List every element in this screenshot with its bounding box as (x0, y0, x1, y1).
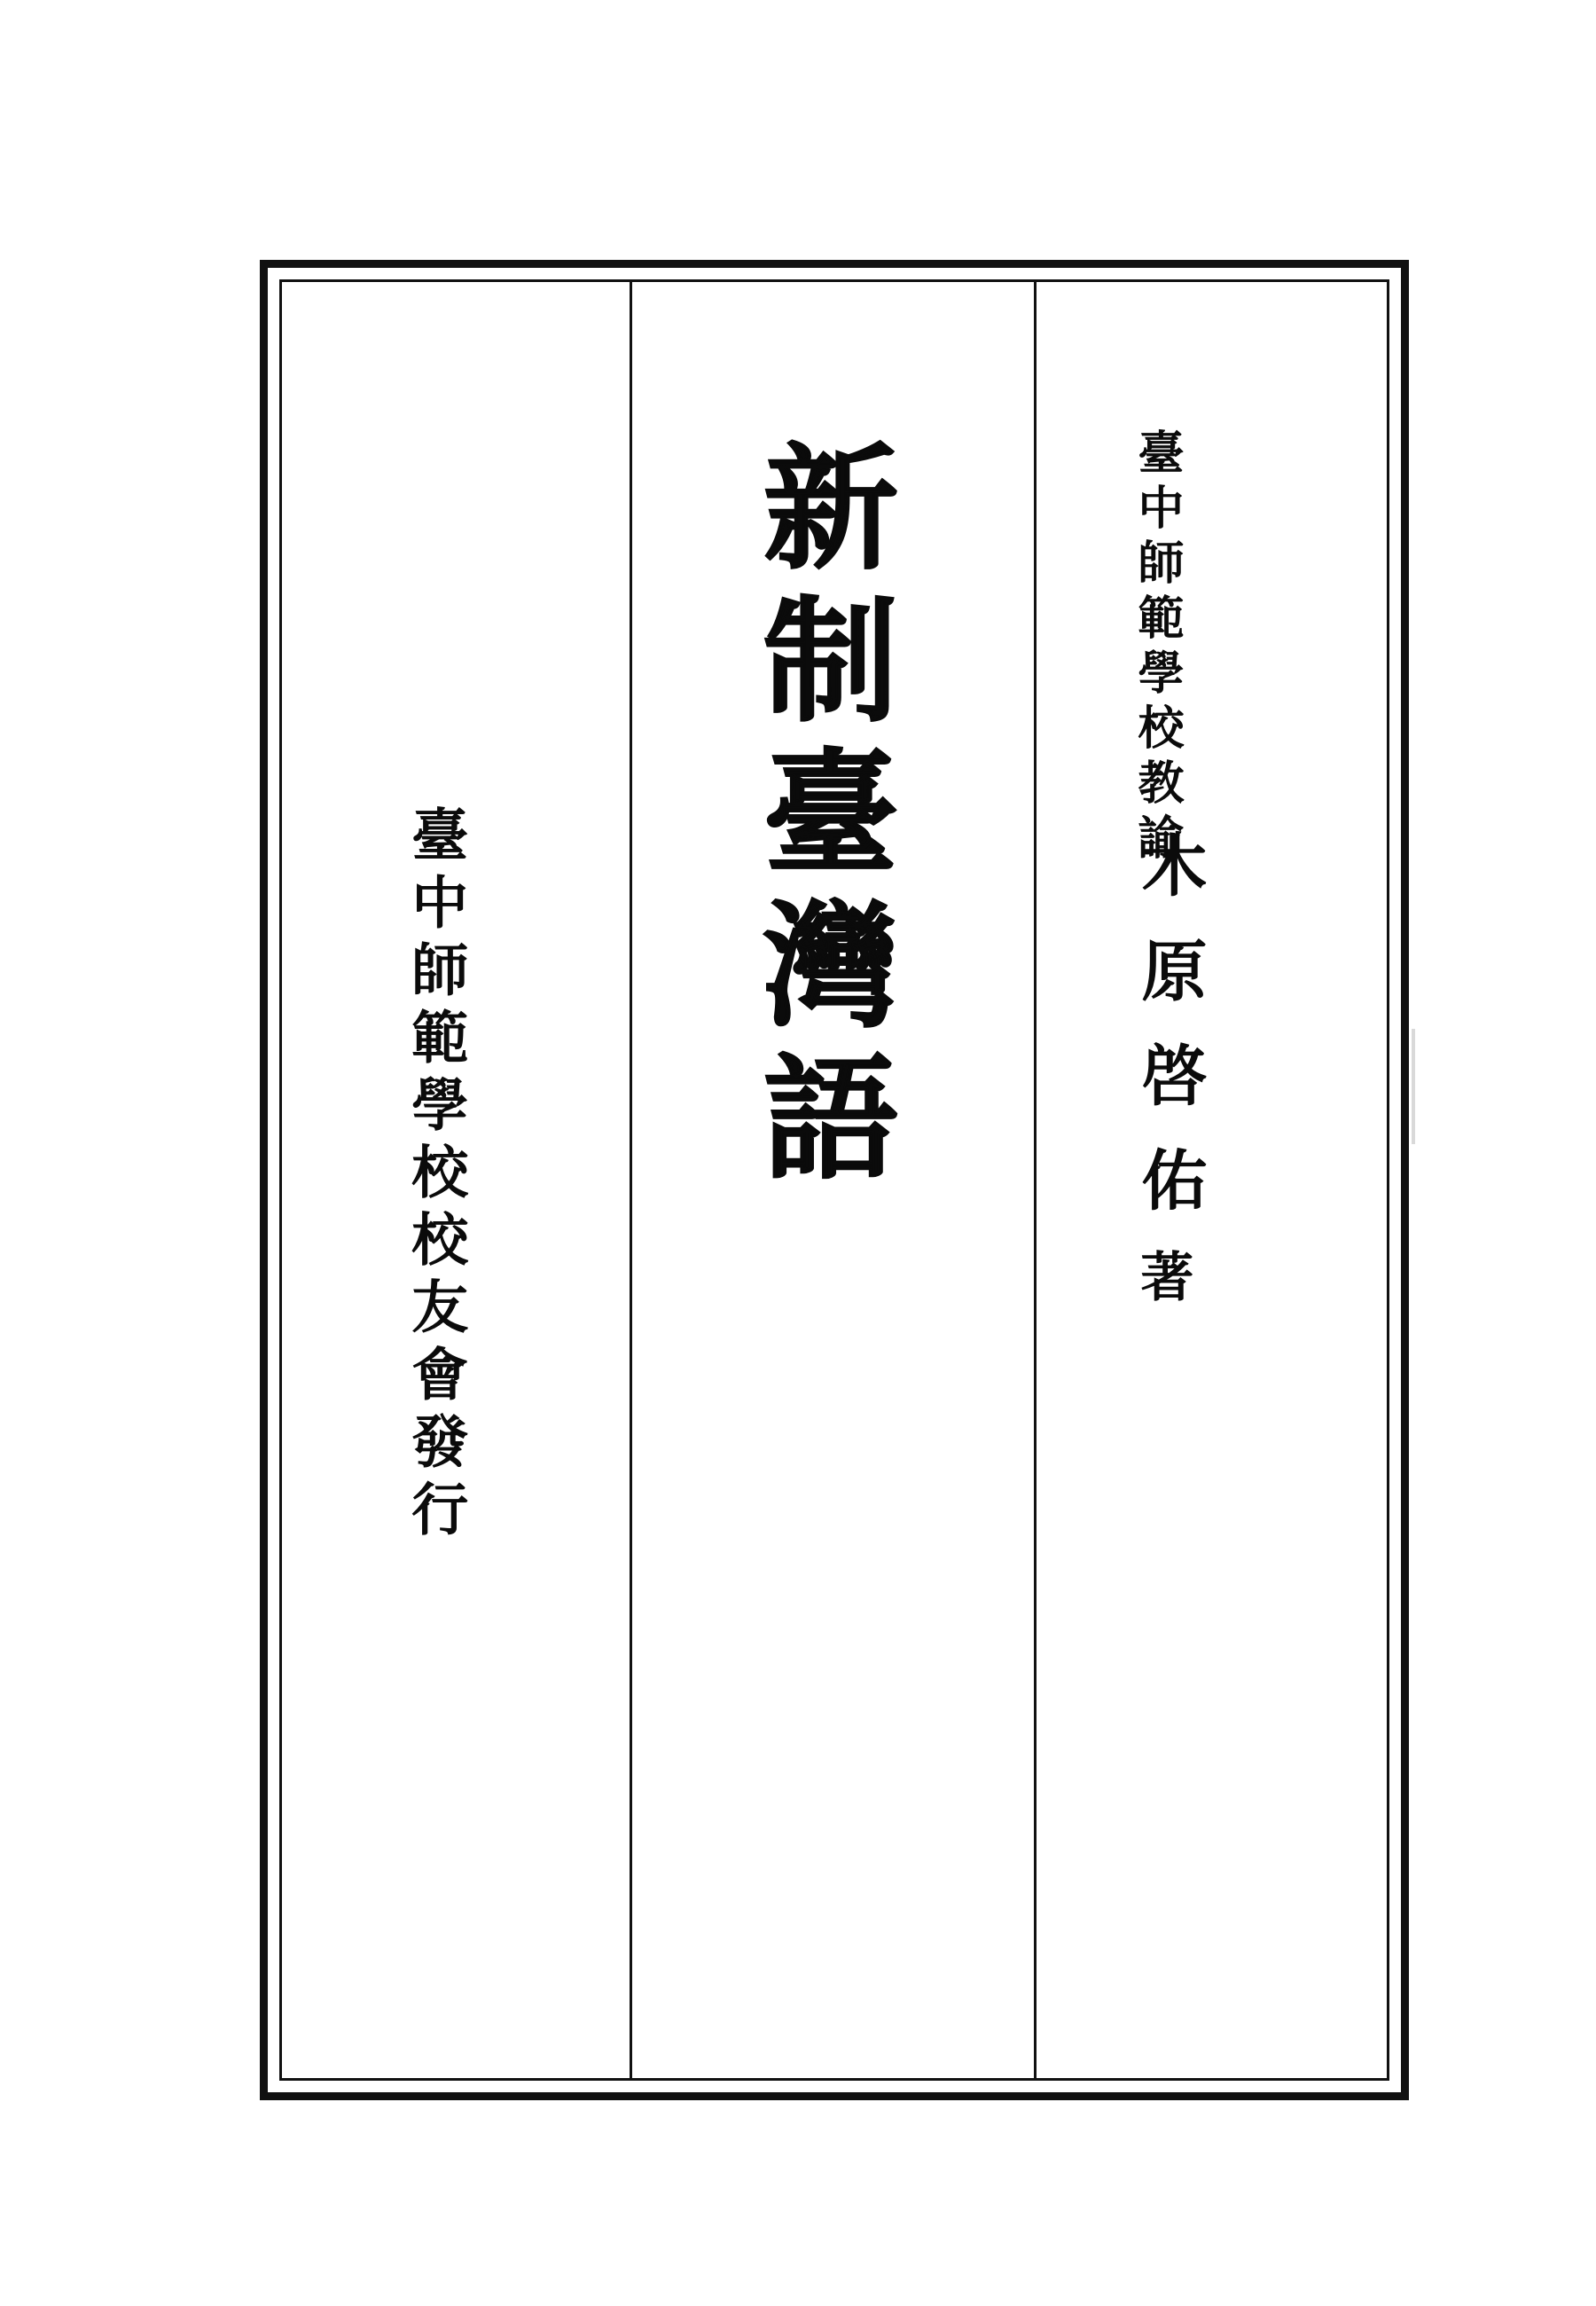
scan-edge-artifact (1412, 1029, 1415, 1144)
publisher-line: 臺中師範學校校友會發行 (402, 805, 469, 1547)
page-border-inner (279, 279, 1389, 2081)
column-divider-right (1034, 282, 1037, 2078)
book-title: 新制臺灣語 (741, 437, 901, 1200)
author-name: 木原啓佑 (1130, 832, 1208, 1251)
author-affiliation: 臺中師範學校教諭 (1130, 428, 1185, 868)
author-byline-suffix: 著 (1131, 1249, 1194, 1302)
column-divider-left (630, 282, 632, 2078)
page-border-outer (260, 260, 1409, 2100)
